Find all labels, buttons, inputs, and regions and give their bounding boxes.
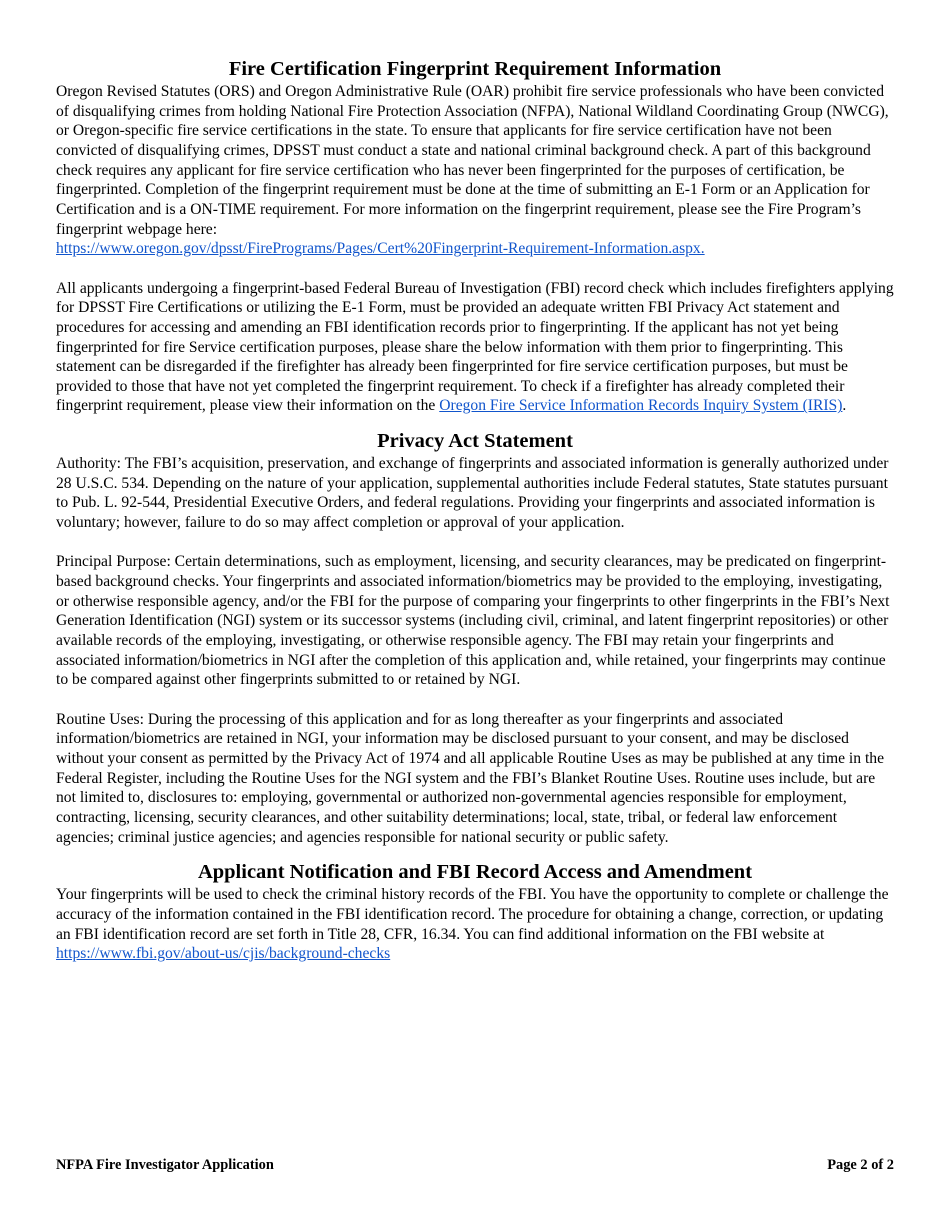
privacy-routine-uses-paragraph: Routine Uses: During the processing of this application and for as long thereafter as your fingerprints and associated information/biometrics are retained in NGI, your information may be disclosed pursuant to your consent, and may be disclosed without your consent as permitted by the Privacy Act of 1974 and all applicable Routine Uses as may be published at any time in the Federal Register, including the Routine Uses for the NGI system and the FBI’s Blanket Routine Uses. Routine uses include, but are not limited to, disclosures to: employing, governmental or authorized non-governmental agencies responsible for employment, contracting, licensing, security clearances, and other suitability determinations; local, state, tribal, or federal law enforcement agencies; criminal justice agencies; and agencies responsible for national security or public safety. xyxy=(56,710,885,846)
cert-section-title: Fire Certification Fingerprint Requirement Information xyxy=(228,58,722,80)
page-footer xyxy=(56,1156,894,1174)
footer-document-title: NFPA Fire Investigator Application xyxy=(56,1157,274,1173)
cert-paragraph-1-text: Oregon Revised Statutes (ORS) and Oregon Administrative Rule (OAR) prohibit fire service professionals who have been convicted of disqualifying crimes from holding National Fire Protection Association (NFPA), National Wildland Coordinating Group (NWCG), or Oregon-specific fire service certifications in the state. To ensure that applicants for fire service certification have not been convicted of disqualifying crimes, DPSST must conduct a state and national criminal background check. A part of this background check requires any applicant for fire service certification who has never been fingerprinted for the purposes of certification, be fingerprinted. Completion of the fingerprint requirement must be done at the time of submitting an E-1 Form or an Application for Certification and is a ON-TIME requirement. For more information on the fingerprint requirement, please see the Fire Program’s fingerprint webpage here: xyxy=(56,83,889,238)
notice-paragraph-text: Your fingerprints will be used to check the criminal history records of the FBI. You have the opportunity to complete or challenge the accuracy of the information contained in the FBI identification record. The procedure for obtaining a change, correction, or updating an FBI identification record are set forth in Title 28, CFR, 16.34. You can find additional information on the FBI website at xyxy=(56,886,889,943)
cert-paragraph-2 xyxy=(56,279,894,417)
fingerprint-webpage-link[interactable]: https://www.oregon.gov/dpsst/FirePrograms/Pages/Cert%20Fingerprint-Requirement-Information.aspx. xyxy=(56,240,705,258)
footer-page-number: Page 2 of 2 xyxy=(827,1157,894,1173)
notice-section-title: Applicant Notification and FBI Record Access and Amendment xyxy=(197,861,753,884)
notice-paragraph xyxy=(56,885,894,964)
document-page xyxy=(56,56,894,964)
privacy-purpose-paragraph: Principal Purpose: Certain determinations, such as employment, licensing, and security clearances, may be predicated on fingerprint-based background checks. Your fingerprints and associated information/biometrics may be provided to the employing, investigating, or otherwise responsible agency, and/or the FBI for the purpose of comparing your fingerprints to other fingerprints in the FBI’s Next Generation Identification (NGI) system or its successor systems (including civil, criminal, and latent fingerprint repositories) or other available records of the employing, investigating, or otherwise responsible agency. The FBI may retain your fingerprints and associated information/biometrics in NGI after the completion of this application and, while retained, your fingerprints may continue to be compared against other fingerprints submitted to or retained by NGI. xyxy=(56,553,890,689)
cert-paragraph-2-end: . xyxy=(842,397,847,415)
cert-paragraph-1 xyxy=(56,82,894,259)
privacy-authority-paragraph: Authority: The FBI’s acquisition, preservation, and exchange of fingerprints and associated information is generally authorized under 28 U.S.C. 534. Depending on the nature of your application, supplemental authorities include Federal statutes, State statutes pursuant to Pub. L. 92-544, Presidential Executive Orders, and federal regulations. Providing your fingerprints and associated information is voluntary; however, failure to do so may affect completion or approval of your application. xyxy=(56,455,889,532)
fbi-background-checks-link[interactable]: https://www.fbi.gov/about-us/cjis/background-checks xyxy=(56,945,391,963)
cert-paragraph-2-text: All applicants undergoing a fingerprint-based Federal Bureau of Investigation (FBI) record check which includes firefighters applying for DPSST Fire Certifications or utilizing the E-1 Form, must be provided an adequate written FBI Privacy Act statement and procedures for accessing and amending an FBI identification records prior to fingerprinting. If the applicant has not yet being fingerprinted for fire Service certification purposes, please share the below information with them prior to fingerprinting. This statement can be disregarded if the firefighter has already been fingerprinted for fire service certification purposes, but must be provided to those that have not yet completed the fingerprint requirement. To check if a firefighter has already completed their fingerprint requirement, please view their information on the xyxy=(56,279,894,415)
privacy-section-title: Privacy Act Statement xyxy=(377,430,573,453)
iris-link[interactable]: Oregon Fire Service Information Records Inquiry System (IRIS) xyxy=(439,397,843,415)
